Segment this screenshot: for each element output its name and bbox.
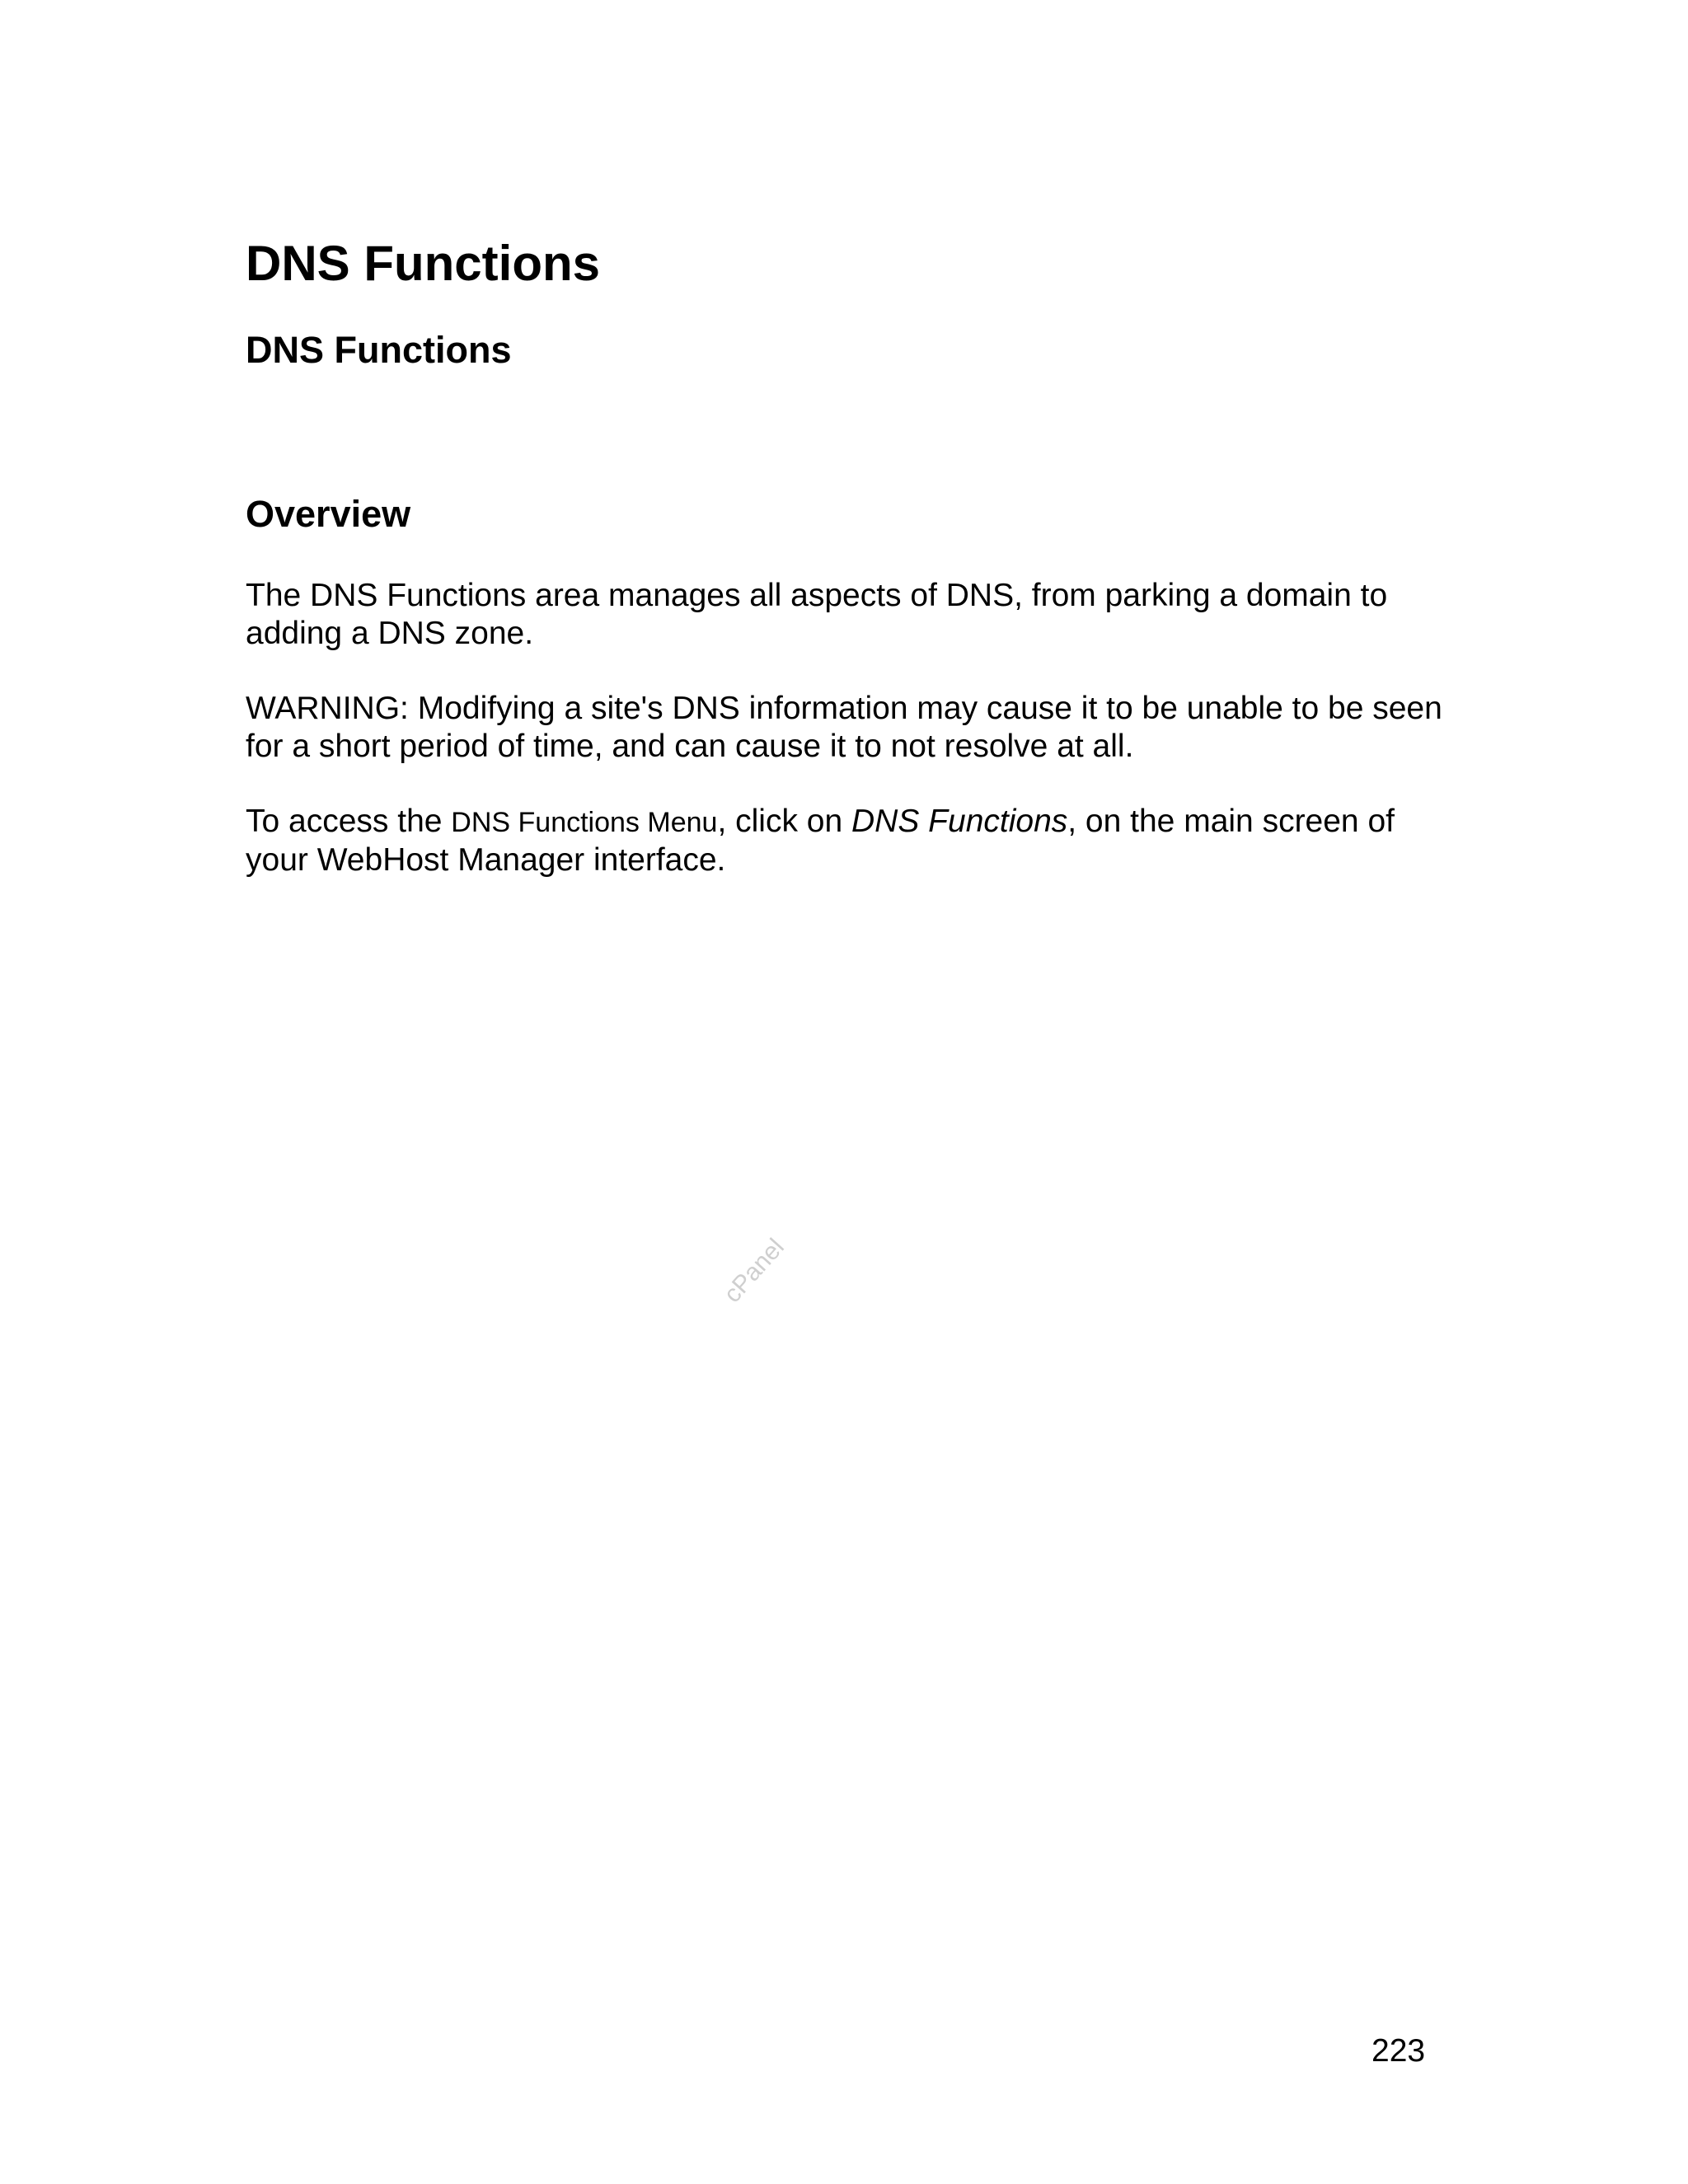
access-prefix: To access the	[246, 804, 452, 839]
page-title: DNS Functions	[246, 236, 600, 291]
cpanel-watermark: cPanel	[719, 1233, 790, 1309]
access-middle: , click on	[717, 804, 851, 839]
access-instructions-paragraph	[246, 803, 1449, 879]
page-subtitle: DNS Functions	[246, 329, 512, 371]
overview-paragraph: The DNS Functions area manages all aspects of DNS, from parking a domain to adding a DNS zone.	[246, 578, 1388, 651]
menu-name: DNS Functions Menu	[451, 807, 718, 838]
overview-heading: Overview	[246, 493, 411, 535]
page-number: 223	[1372, 2033, 1426, 2069]
warning-paragraph: WARNING: Modifying a site's DNS information may cause it to be unable to be seen for a short period of time, and can cause it to not resolve at all.	[246, 691, 1442, 764]
dns-functions-reference: DNS Functions	[851, 804, 1068, 839]
access-suffix: , on the main screen of your WebHost Manager interface.	[246, 804, 1395, 878]
